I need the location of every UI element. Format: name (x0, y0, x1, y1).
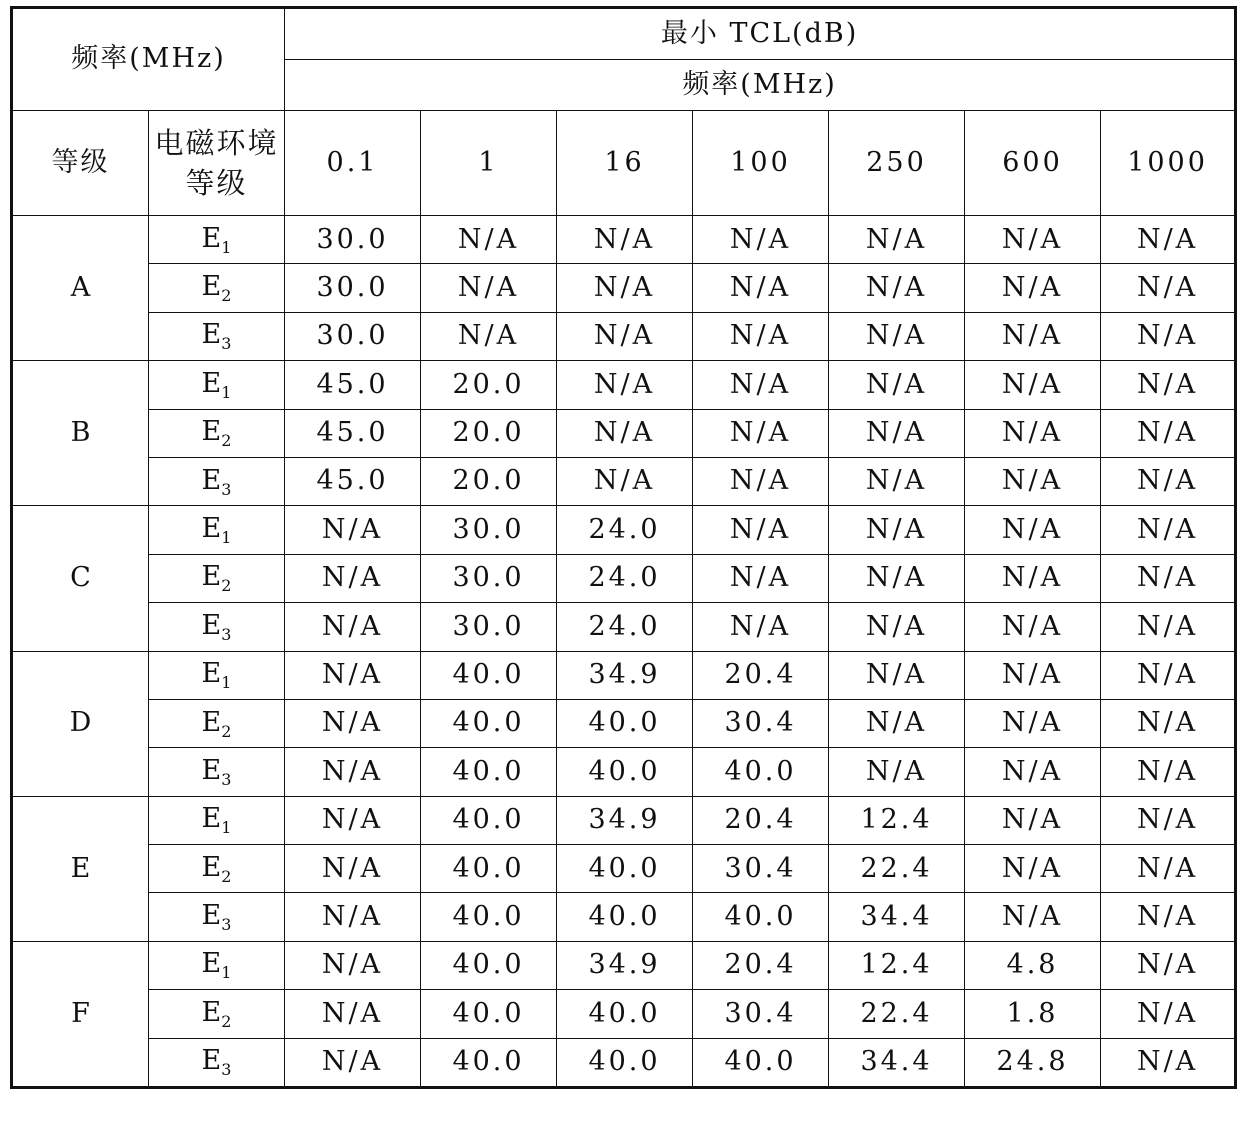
value-cell: N/A (693, 312, 829, 360)
value-cell: N/A (829, 699, 965, 747)
table-row (12, 216, 1236, 264)
frequency-cell: 600 (965, 111, 1101, 216)
value-cell: N/A (1101, 845, 1236, 893)
value-cell: 34.4 (829, 1038, 965, 1087)
value-cell: N/A (1101, 216, 1236, 264)
env-cell (149, 651, 285, 699)
value-cell: N/A (693, 457, 829, 505)
env-letter: E (201, 851, 222, 883)
value-cell: 34.9 (557, 651, 693, 699)
value-cell: 24.8 (965, 1038, 1101, 1087)
value-cell: N/A (965, 651, 1101, 699)
value-cell: 24.0 (557, 554, 693, 602)
value-cell: N/A (1101, 506, 1236, 554)
env-cell (149, 990, 285, 1038)
value-cell: N/A (829, 457, 965, 505)
class-cell: E (12, 796, 149, 941)
value-cell: 34.4 (829, 893, 965, 941)
table-row (12, 554, 1236, 602)
header-row-1 (12, 8, 1236, 60)
value-cell: N/A (693, 506, 829, 554)
value-cell: N/A (1101, 312, 1236, 360)
env-subscript: 2 (221, 721, 232, 741)
value-cell: 30.4 (693, 699, 829, 747)
value-cell: 40.0 (557, 1038, 693, 1087)
env-cell (149, 361, 285, 409)
value-cell: N/A (965, 312, 1101, 360)
value-cell: 30.0 (285, 312, 421, 360)
env-cell (149, 748, 285, 796)
value-cell: 40.0 (557, 845, 693, 893)
class-header-cell: 等级 (12, 111, 149, 216)
value-cell: 22.4 (829, 845, 965, 893)
env-letter: E (201, 464, 222, 496)
frequency-header-cell: 频率(MHz) (285, 60, 1236, 111)
env-letter: E (201, 416, 222, 448)
value-cell: N/A (829, 216, 965, 264)
frequency-cell: 1 (421, 111, 557, 216)
value-cell: 30.4 (693, 990, 829, 1038)
table-row (12, 941, 1236, 989)
env-cell (149, 409, 285, 457)
value-cell: 40.0 (693, 748, 829, 796)
value-cell: 22.4 (829, 990, 965, 1038)
table-row (12, 409, 1236, 457)
env-letter: E (201, 270, 222, 302)
value-cell: N/A (829, 651, 965, 699)
env-letter: E (201, 609, 222, 641)
env-cell (149, 457, 285, 505)
value-cell: N/A (1101, 361, 1236, 409)
value-cell: 24.0 (557, 506, 693, 554)
value-cell: N/A (965, 264, 1101, 312)
table-row (12, 748, 1236, 796)
value-cell: N/A (965, 699, 1101, 747)
value-cell: 40.0 (557, 748, 693, 796)
value-cell: N/A (285, 651, 421, 699)
value-cell: N/A (829, 506, 965, 554)
table-row (12, 506, 1236, 554)
frequency-cell: 250 (829, 111, 965, 216)
value-cell: N/A (965, 603, 1101, 651)
env-cell (149, 603, 285, 651)
value-cell: N/A (1101, 409, 1236, 457)
value-cell: 40.0 (557, 893, 693, 941)
value-cell: N/A (1101, 699, 1236, 747)
value-cell: N/A (965, 361, 1101, 409)
env-letter: E (201, 658, 222, 690)
class-cell: D (12, 651, 149, 796)
table-row (12, 457, 1236, 505)
header-row-3 (12, 111, 1236, 216)
env-cell (149, 506, 285, 554)
value-cell: 12.4 (829, 941, 965, 989)
table-row (12, 845, 1236, 893)
value-cell: 40.0 (421, 748, 557, 796)
class-cell: A (12, 216, 149, 361)
value-cell: N/A (285, 893, 421, 941)
value-cell: 45.0 (285, 409, 421, 457)
frequency-cell: 0.1 (285, 111, 421, 216)
class-cell: B (12, 361, 149, 506)
value-cell: 20.4 (693, 796, 829, 844)
table-row (12, 990, 1236, 1038)
value-cell: N/A (693, 603, 829, 651)
value-cell: N/A (965, 748, 1101, 796)
env-subscript: 1 (221, 673, 232, 693)
value-cell: N/A (1101, 651, 1236, 699)
value-cell: N/A (1101, 1038, 1236, 1087)
value-cell: N/A (965, 893, 1101, 941)
env-subscript: 3 (221, 915, 232, 935)
value-cell: 40.0 (421, 893, 557, 941)
table-row (12, 361, 1236, 409)
value-cell: N/A (1101, 990, 1236, 1038)
env-subscript: 3 (221, 1060, 232, 1080)
env-letter: E (201, 222, 222, 254)
value-cell: N/A (693, 409, 829, 457)
env-cell (149, 1038, 285, 1087)
value-cell: N/A (285, 990, 421, 1038)
env-letter: E (201, 996, 222, 1028)
env-letter: E (201, 561, 222, 593)
env-letter: E (201, 319, 222, 351)
env-letter: E (201, 754, 222, 786)
value-cell: 34.9 (557, 941, 693, 989)
env-subscript: 2 (221, 1011, 232, 1031)
value-cell: N/A (285, 941, 421, 989)
value-cell: 12.4 (829, 796, 965, 844)
value-cell: 40.0 (421, 651, 557, 699)
value-cell: 45.0 (285, 361, 421, 409)
value-cell: 20.4 (693, 651, 829, 699)
frequency-cell: 16 (557, 111, 693, 216)
value-cell: N/A (285, 699, 421, 747)
value-cell: N/A (829, 312, 965, 360)
value-cell: N/A (557, 409, 693, 457)
value-cell: N/A (965, 554, 1101, 602)
value-cell: N/A (421, 312, 557, 360)
value-cell: 40.0 (421, 1038, 557, 1087)
env-cell (149, 216, 285, 264)
value-cell: 40.0 (557, 699, 693, 747)
env-cell (149, 699, 285, 747)
env-letter: E (201, 900, 222, 932)
table-row (12, 264, 1236, 312)
env-cell (149, 554, 285, 602)
value-cell: N/A (421, 216, 557, 264)
value-cell: N/A (1101, 941, 1236, 989)
value-cell: N/A (1101, 748, 1236, 796)
env-cell (149, 941, 285, 989)
value-cell: N/A (829, 554, 965, 602)
frequency-cell: 100 (693, 111, 829, 216)
value-cell: N/A (829, 264, 965, 312)
env-subscript: 3 (221, 479, 232, 499)
value-cell: 40.0 (557, 990, 693, 1038)
env-header-cell (149, 111, 285, 216)
value-cell: N/A (421, 264, 557, 312)
value-cell: N/A (1101, 796, 1236, 844)
value-cell: N/A (557, 264, 693, 312)
value-cell: 40.0 (693, 893, 829, 941)
value-cell: N/A (285, 796, 421, 844)
value-cell: N/A (693, 264, 829, 312)
value-cell: 40.0 (421, 990, 557, 1038)
value-cell: N/A (285, 1038, 421, 1087)
table-row (12, 796, 1236, 844)
value-cell: N/A (285, 748, 421, 796)
class-cell: F (12, 941, 149, 1087)
env-letter: E (201, 803, 222, 835)
min-tcl-header-cell: 最小 TCL(dB) (285, 8, 1236, 60)
value-cell: N/A (557, 457, 693, 505)
env-subscript: 1 (221, 963, 232, 983)
env-cell (149, 845, 285, 893)
env-letter: E (201, 512, 222, 544)
value-cell: N/A (285, 603, 421, 651)
value-cell: 30.0 (421, 506, 557, 554)
value-cell: N/A (285, 506, 421, 554)
value-cell: 4.8 (965, 941, 1101, 989)
value-cell: 30.0 (421, 603, 557, 651)
class-cell: C (12, 506, 149, 651)
env-letter: E (201, 367, 222, 399)
table-row (12, 603, 1236, 651)
value-cell: N/A (693, 216, 829, 264)
env-cell (149, 893, 285, 941)
frequency-cell: 1000 (1101, 111, 1236, 216)
tcl-table (10, 6, 1237, 1089)
value-cell: N/A (965, 216, 1101, 264)
table-row (12, 893, 1236, 941)
env-letter: E (201, 706, 222, 738)
value-cell: N/A (965, 796, 1101, 844)
value-cell: N/A (1101, 893, 1236, 941)
env-subscript: 3 (221, 624, 232, 644)
value-cell: N/A (1101, 603, 1236, 651)
value-cell: N/A (285, 554, 421, 602)
value-cell: N/A (829, 603, 965, 651)
value-cell: N/A (693, 361, 829, 409)
env-header-line-1: 电磁环境 (154, 126, 279, 160)
value-cell: 30.4 (693, 845, 829, 893)
value-cell: N/A (1101, 554, 1236, 602)
value-cell: N/A (965, 506, 1101, 554)
table-row (12, 699, 1236, 747)
value-cell: N/A (285, 845, 421, 893)
env-subscript: 1 (221, 382, 232, 402)
table-row (12, 1038, 1236, 1087)
env-subscript: 2 (221, 431, 232, 451)
value-cell: 40.0 (421, 796, 557, 844)
env-cell (149, 312, 285, 360)
value-cell: N/A (557, 312, 693, 360)
corner-header-cell: 频率(MHz) (12, 8, 285, 111)
value-cell: N/A (965, 457, 1101, 505)
value-cell: N/A (693, 554, 829, 602)
table-row (12, 651, 1236, 699)
value-cell: 40.0 (421, 699, 557, 747)
env-cell (149, 264, 285, 312)
table-body (12, 8, 1236, 1088)
env-header-line-2: 等级 (185, 166, 248, 200)
value-cell: 45.0 (285, 457, 421, 505)
value-cell: N/A (965, 409, 1101, 457)
value-cell: 40.0 (421, 941, 557, 989)
env-subscript: 1 (221, 237, 232, 257)
value-cell: N/A (1101, 264, 1236, 312)
value-cell: 40.0 (693, 1038, 829, 1087)
value-cell: N/A (965, 845, 1101, 893)
table-row (12, 312, 1236, 360)
value-cell: 20.0 (421, 457, 557, 505)
env-subscript: 1 (221, 527, 232, 547)
value-cell: 34.9 (557, 796, 693, 844)
value-cell: 1.8 (965, 990, 1101, 1038)
value-cell: 40.0 (421, 845, 557, 893)
value-cell: 20.4 (693, 941, 829, 989)
value-cell: 30.0 (285, 216, 421, 264)
env-subscript: 2 (221, 285, 232, 305)
value-cell: N/A (829, 361, 965, 409)
env-letter: E (201, 1045, 222, 1077)
env-subscript: 2 (221, 866, 232, 886)
value-cell: 20.0 (421, 361, 557, 409)
env-letter: E (201, 948, 222, 980)
env-cell (149, 796, 285, 844)
env-subscript: 1 (221, 818, 232, 838)
value-cell: N/A (829, 409, 965, 457)
env-subscript: 2 (221, 576, 232, 596)
value-cell: N/A (1101, 457, 1236, 505)
value-cell: 30.0 (421, 554, 557, 602)
value-cell: 30.0 (285, 264, 421, 312)
value-cell: N/A (829, 748, 965, 796)
value-cell: N/A (557, 361, 693, 409)
env-subscript: 3 (221, 334, 232, 354)
env-subscript: 3 (221, 769, 232, 789)
value-cell: 24.0 (557, 603, 693, 651)
value-cell: N/A (557, 216, 693, 264)
value-cell: 20.0 (421, 409, 557, 457)
